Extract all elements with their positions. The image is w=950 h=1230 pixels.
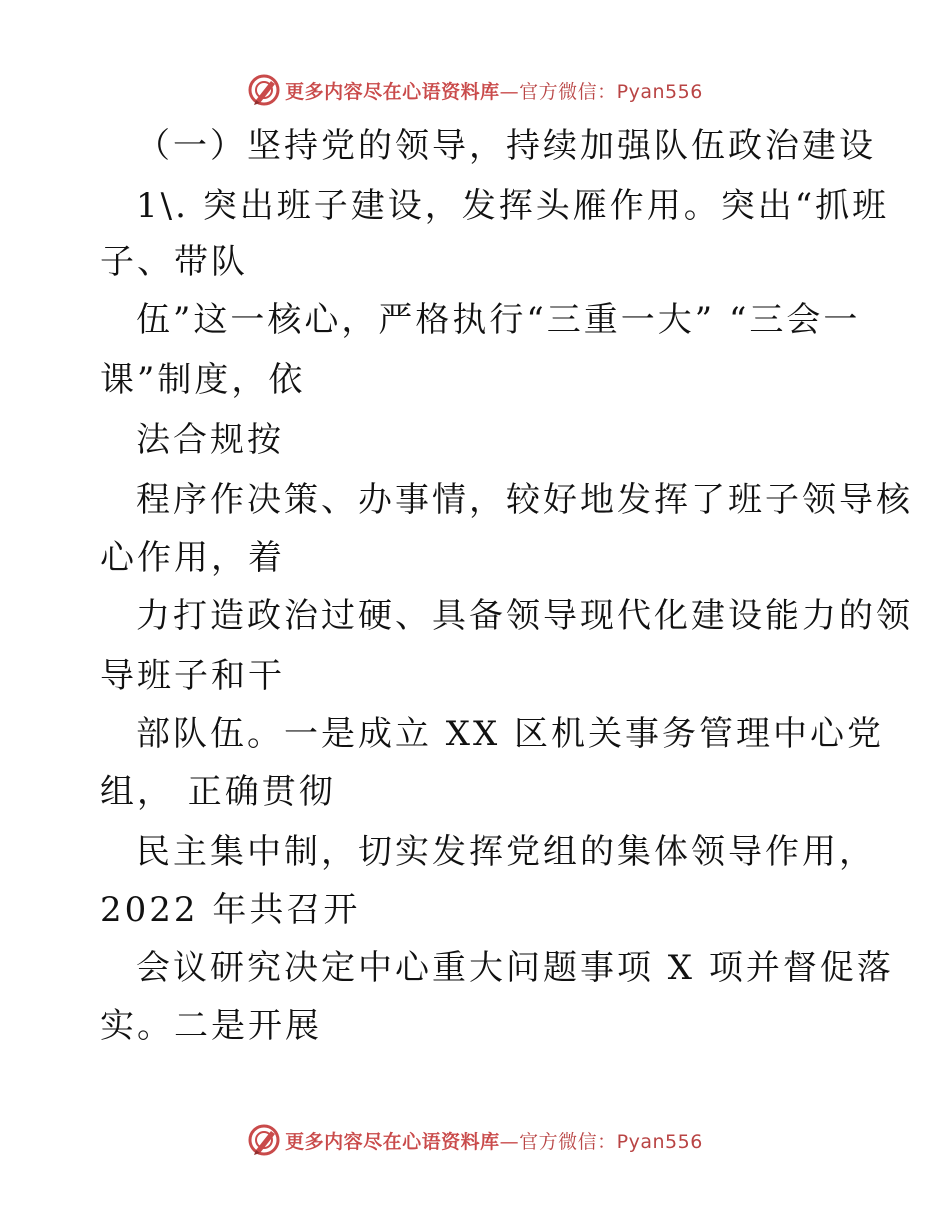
header-brand-text: 更多内容尽在心语资料库 (285, 80, 500, 103)
footer-brand-text: 更多内容尽在心语资料库 (285, 1130, 500, 1153)
document-line-10: 导班子和干 (100, 656, 285, 696)
header-banner-content (247, 73, 703, 107)
header-dash: — (499, 80, 520, 103)
document-line-16: 实。二是开展 (100, 1006, 322, 1046)
document-line-13: 民主集中制，切实发挥党组的集体领导作用， (136, 832, 876, 872)
footer-official-text: 官方微信：Pyan556 (519, 1130, 703, 1153)
footer-banner-content (247, 1123, 703, 1157)
document-line-1: （一）坚持党的领导，持续加强队伍政治建设 (136, 126, 876, 166)
document-line-7: 程序作决策、办事情，较好地发挥了班子领导核 (136, 480, 913, 520)
pen-nib-logo-icon (247, 1123, 281, 1157)
pen-nib-logo-icon (247, 73, 281, 107)
footer-banner-text (285, 1127, 703, 1154)
document-line-3: 子、带队 (100, 242, 248, 282)
document-line-12: 组， 正确贯彻 (100, 772, 336, 812)
header-official-text: 官方微信：Pyan556 (519, 80, 703, 103)
footer-dash: — (499, 1130, 520, 1153)
document-line-6: 法合规按 (136, 420, 284, 460)
document-line-5: 课”制度，依 (100, 360, 306, 400)
document-line-4: 伍”这一核心，严格执行“三重一大” “三会一 (136, 300, 861, 340)
document-line-11: 部队伍。一是成立 XX 区机关事务管理中心党 (136, 714, 885, 754)
header-banner-text (285, 77, 703, 104)
header-banner (0, 70, 950, 110)
document-line-14: 2022 年共召开 (100, 890, 361, 930)
document-line-8: 心作用，着 (100, 538, 285, 578)
footer-banner (0, 1120, 950, 1160)
document-line-15: 会议研究决定中心重大问题事项 X 项并督促落 (136, 948, 894, 988)
document-line-9: 力打造政治过硬、具备领导现代化建设能力的领 (136, 596, 913, 636)
document-line-2: 1\. 突出班子建设，发挥头雁作用。突出“抓班 (136, 186, 890, 226)
